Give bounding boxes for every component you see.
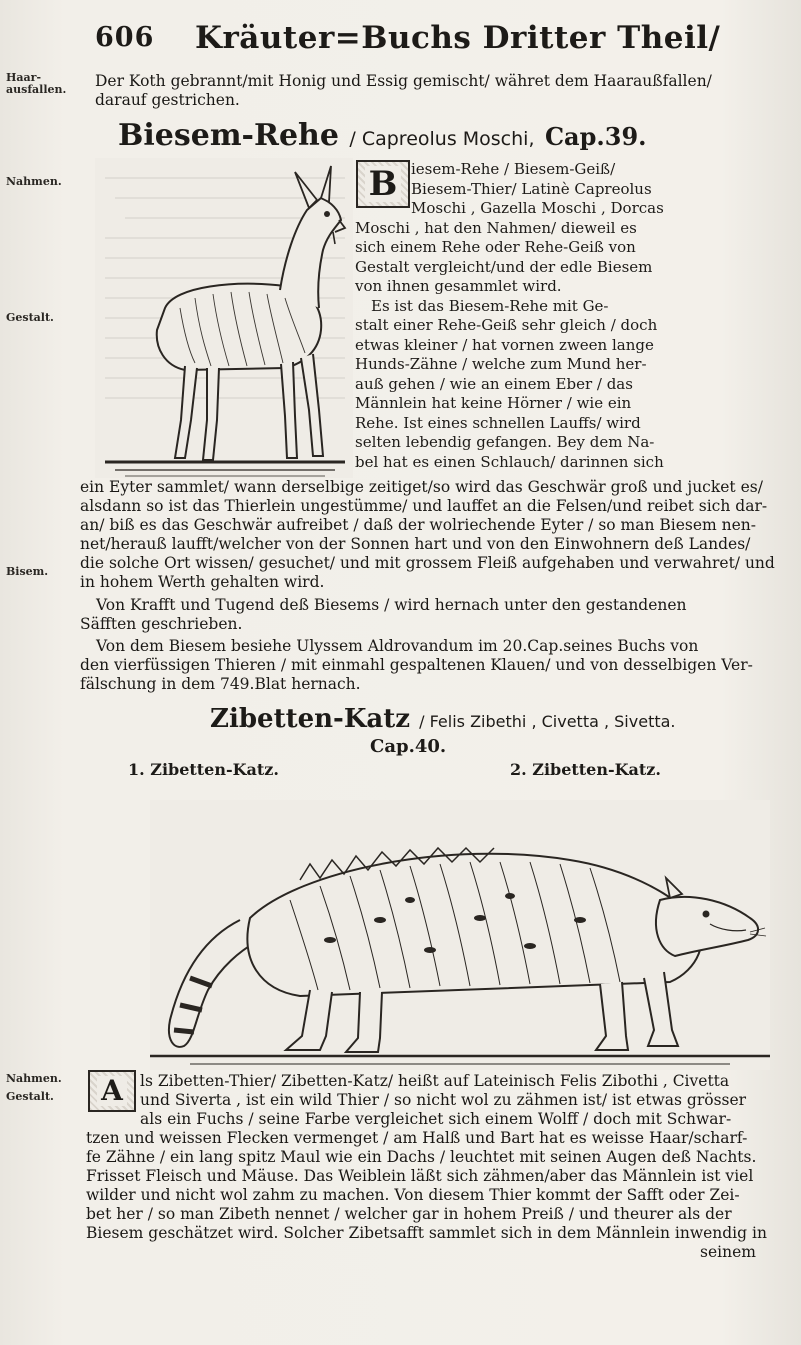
column-text <box>355 160 785 472</box>
text-line: Hunds-Zähne / welche zum Mund her- <box>355 355 647 373</box>
section-title-latin: / Capreolus Moschi, <box>349 128 535 150</box>
text-line: als ein Fuchs / seine Farbe vergleichet sich einem Wolff / doch mit Schwar- <box>140 1110 732 1128</box>
text-line: tzen und weissen Flecken vermenget / am Halß und Bart hat es weisse Haar/scharf- <box>86 1129 748 1147</box>
text-line: wilder und nicht wol zahm zu machen. Von diesem Thier kommt der Safft oder Zei- <box>86 1186 740 1204</box>
margin-note-gestalt: Gestalt. <box>6 311 54 324</box>
drop-cap: B <box>356 160 410 208</box>
text-line: bet her / so man Zibeth nennet / welcher gar in hohem Preiß / und theurer als der <box>86 1205 732 1223</box>
text-line: etwas kleiner / hat vornen zween lange <box>355 335 654 354</box>
text-line: die solche Ort wissen/ gesuchet/ und mit grossem Fleiß aufgehaben und verwahret/ und <box>80 554 775 572</box>
section-title-latin: / Felis Zibethi , Civetta , Sivetta. <box>419 712 676 731</box>
figure-label-1: 1. Zibetten-Katz. <box>128 760 279 779</box>
text-line: net/herauß laufft/welcher von der Sonnen hart und von den Einwohnern deß Landes/ <box>80 535 751 553</box>
text-line: Gestalt vergleicht/und der edle Biesem <box>355 257 653 276</box>
text-line: an/ biß es das Geschwär aufreibet / daß der wolriechende Eyter / so man Biesem nen- <box>80 516 757 534</box>
text-line: Säfften geschrieben. <box>80 615 243 633</box>
text-line: Von Krafft und Tugend deß Biesems / wird hernach unter den gestandenen <box>96 596 687 614</box>
text-line: Rehe. Ist eines schnellen Lauffs/ wird <box>355 413 641 432</box>
text-line: alsdann so ist das Thierlein ungestümme/ und lauffet an die Felsen/und reibet sich dar- <box>80 497 768 515</box>
text-line: und Siverta , ist ein wild Thier / so nicht wol zu zähmen ist/ ist etwas grösser <box>140 1091 747 1109</box>
section-heading-2 <box>210 704 676 734</box>
catchword: seinem <box>700 1243 756 1261</box>
civet-illustration <box>150 800 770 1070</box>
text-line: Es ist das Biesem-Rehe mit Ge- <box>371 296 609 315</box>
text-line: sich einem Rehe oder Rehe-Geiß von <box>355 238 636 256</box>
text-line: Moschi , Gazella Moschi , Dorcas <box>411 199 664 217</box>
text-line: Moschi , hat den Nahmen/ dieweil es <box>355 218 637 237</box>
drop-cap-2: A <box>88 1070 136 1112</box>
section-heading <box>118 118 647 153</box>
text-line: von ihnen gesammlet wird. <box>355 277 562 295</box>
text-line: in hohem Werth gehalten wird. <box>80 573 325 591</box>
text-line: iesem-Rehe / Biesem-Geiß/ <box>411 160 616 178</box>
intro-line: darauf gestrichen. <box>95 91 240 109</box>
text-line: Von dem Biesem besiehe Ulyssem Aldrovandum im 20.Cap.seines Buchs von <box>96 637 699 655</box>
text-line: den vierfüssigen Thieren / mit einmahl gespaltenen Klauen/ und von desselbigen Ver- <box>80 656 753 674</box>
text-line: Männlein hat keine Hörner / wie ein <box>355 394 632 412</box>
chapter-number: Cap.39. <box>544 122 647 151</box>
intro-line: Der Koth gebrannt/mit Honig und Essig gemischt/ währet dem Haaraußfallen/ <box>95 72 712 90</box>
text-line: ls Zibetten-Thier/ Zibetten-Katz/ heißt auf Lateinisch Felis Zibothi , Civetta <box>140 1072 730 1090</box>
text-line: auß gehen / wie an einem Eber / das <box>355 374 633 393</box>
text-line: ein Eyter sammlet/ wann derselbige zeitiget/so wird das Geschwär groß und jucket es/ <box>80 478 763 496</box>
margin-note-nahmen: Nahmen. <box>6 175 62 188</box>
margin-note-nahmen-2: Nahmen. <box>6 1072 62 1085</box>
page-number: 606 <box>95 22 155 53</box>
margin-note-gestalt-2: Gestalt. <box>6 1090 54 1103</box>
section-title: Zibetten-Katz <box>210 704 411 734</box>
margin-note-bisem: Bisem. <box>6 565 49 578</box>
text-line: selten lebendig gefangen. Bey dem Na- <box>355 433 655 451</box>
chapter-number-2: Cap.40. <box>370 736 447 757</box>
text-line: Biesem-Thier/ Latinè Capreolus <box>411 179 652 198</box>
page-header <box>95 18 761 62</box>
text-line: Biesem geschätzet wird. Solcher Zibetsafft sammlet sich in dem Männlein inwendig in <box>86 1224 767 1242</box>
musk-deer-illustration <box>95 158 353 478</box>
text-line: Frisset Fleisch und Mäuse. Das Weiblein läßt sich zähmen/aber das Männlein ist viel <box>86 1167 754 1185</box>
text-line: bel hat es einen Schlauch/ darinnen sich <box>355 452 664 471</box>
running-title: Kräuter=Buchs Dritter Theil/ <box>195 20 721 56</box>
text-line: stalt einer Rehe-Geiß sehr gleich / doch <box>355 316 658 334</box>
text-line: fälschung in dem 749.Blat hernach. <box>80 675 361 693</box>
text-line: fe Zähne / ein lang spitz Maul wie ein Dachs / leuchtet mit seinen Augen deß Nachts. <box>86 1148 757 1166</box>
margin-note-haar-ausfallen: Haar- ausfallen. <box>6 71 67 96</box>
section-title: Biesem-Rehe <box>118 118 339 153</box>
figure-label-2: 2. Zibetten-Katz. <box>510 760 661 779</box>
